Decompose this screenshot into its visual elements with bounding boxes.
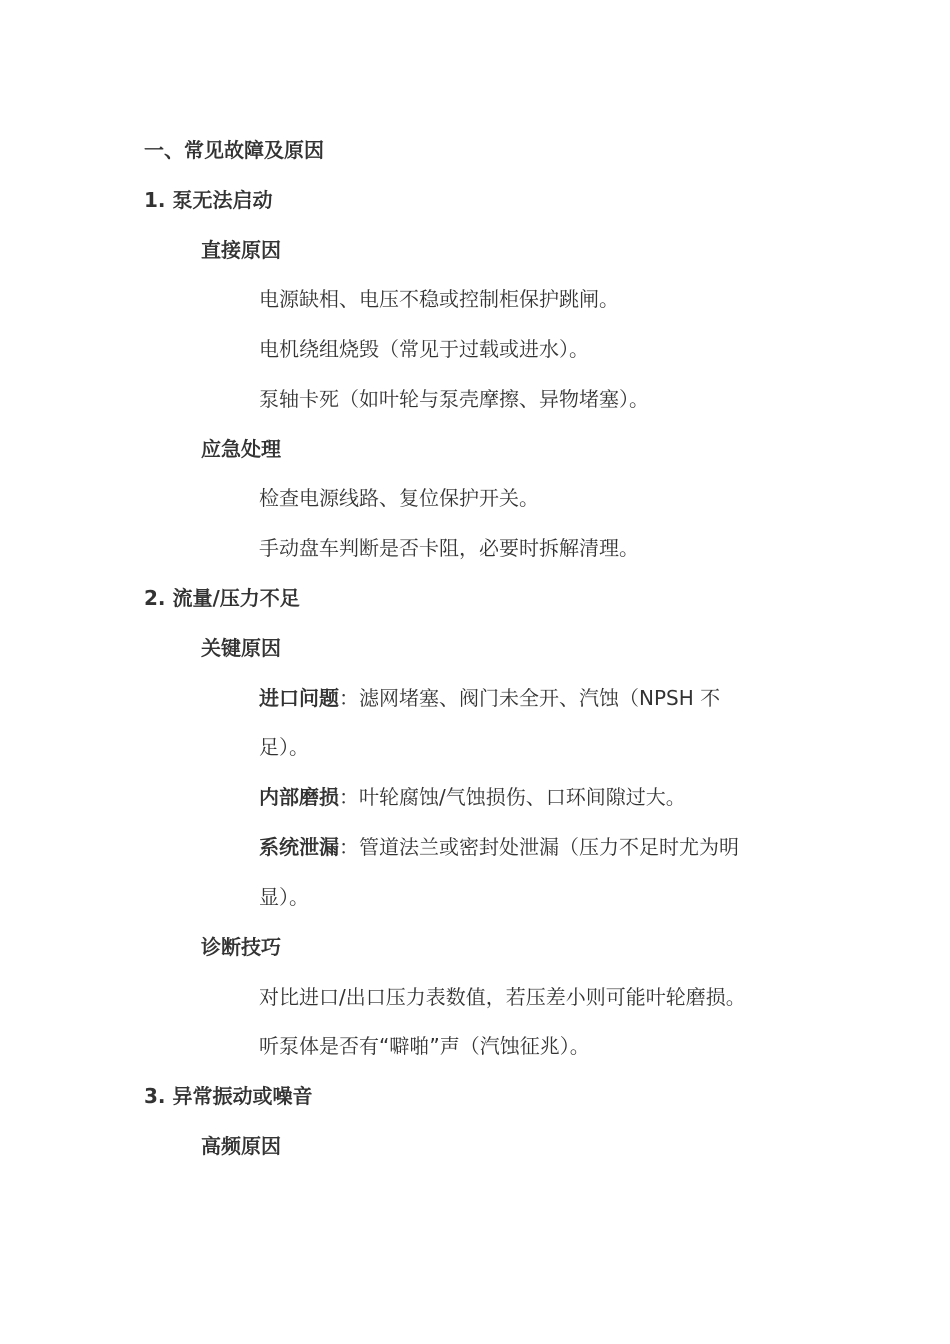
list-item-continuation: 显）。: [259, 885, 309, 909]
section-title: 一、常见故障及原因: [144, 138, 324, 162]
list-item: 电机绕组烧毁（常见于过载或进水）。: [259, 337, 589, 361]
cause-label: 内部磨损: [259, 785, 339, 809]
list-item: 泵轴卡死（如叶轮与泵壳摩擦、异物堵塞）。: [259, 387, 649, 411]
cause-text: ：叶轮腐蚀/气蚀损伤、口环间隙过大。: [339, 785, 686, 809]
subheading-direct-causes: 直接原因: [201, 238, 281, 262]
list-item: [259, 833, 739, 861]
list-item: 听泵体是否有“噼啪”声（汽蚀征兆）。: [259, 1034, 590, 1058]
list-item: [259, 684, 720, 712]
subheading-key-causes: 关键原因: [201, 636, 281, 660]
subheading-emergency: 应急处理: [201, 437, 281, 461]
subheading-diagnosis: 诊断技巧: [201, 935, 281, 959]
list-item: 检查电源线路、复位保护开关。: [259, 486, 539, 510]
cause-text: ：滤网堵塞、阀门未全开、汽蚀（NPSH 不: [339, 686, 721, 710]
fault-heading-1: 1. 泵无法启动: [144, 188, 273, 212]
subheading-frequent-causes: 高频原因: [201, 1134, 281, 1158]
list-item: 手动盘车判断是否卡阻，必要时拆解清理。: [259, 536, 639, 560]
list-item: 对比进口/出口压力表数值，若压差小则可能叶轮磨损。: [259, 985, 746, 1009]
cause-text: ：管道法兰或密封处泄漏（压力不足时尤为明: [339, 835, 739, 859]
fault-heading-3: 3. 异常振动或噪音: [144, 1084, 313, 1108]
cause-label: 系统泄漏: [259, 835, 339, 859]
cause-label: 进口问题: [259, 686, 339, 710]
list-item: [259, 783, 686, 811]
list-item: 电源缺相、电压不稳或控制柜保护跳闸。: [259, 287, 619, 311]
list-item-continuation: 足）。: [259, 735, 309, 759]
fault-heading-2: 2. 流量/压力不足: [144, 586, 300, 610]
